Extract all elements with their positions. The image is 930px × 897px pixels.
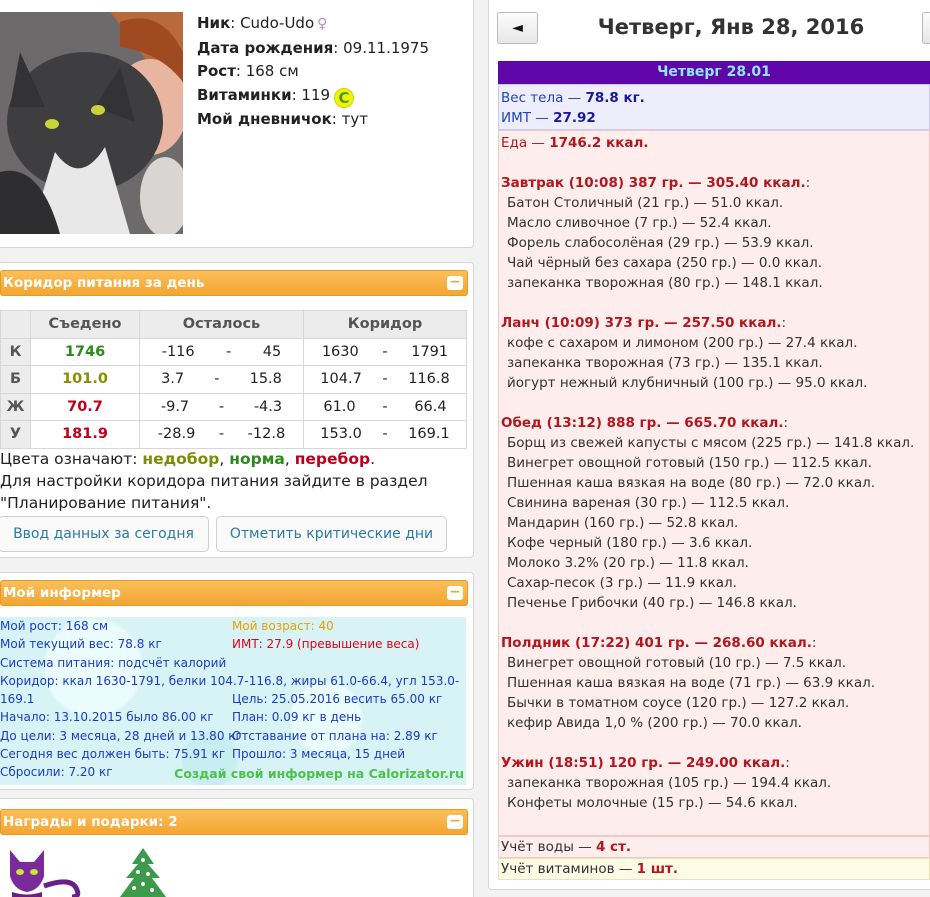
legend-over: перебор bbox=[294, 450, 371, 468]
list-item: Чай чёрный без сахара (250 гр.) — 0.0 ккал. bbox=[507, 255, 823, 271]
list-item: Бычки в томатном соусе (120 гр.) — 127.2 ккал. bbox=[507, 695, 850, 711]
list-item: йогурт нежный клубничный (100 гр.) — 95.0 ккал. bbox=[507, 375, 868, 391]
water-value: 4 ст. bbox=[595, 839, 632, 855]
list-item: Пшенная каша вязкая на воде (80 гр.) — 72.0 ккал. bbox=[507, 475, 876, 491]
height-row: Рост: 168 см bbox=[197, 62, 299, 80]
corridor-to: 116.8 bbox=[408, 371, 450, 388]
meal-title[interactable]: Завтрак (10:08) 387 гр. — 305.40 ккал. bbox=[501, 175, 806, 191]
diary-label: Мой дневничок bbox=[197, 109, 332, 128]
nick-label: Ник bbox=[197, 14, 231, 32]
avatar[interactable] bbox=[0, 12, 183, 234]
height-label: Рост bbox=[197, 62, 236, 80]
diary-date-title: Четверг, Янв 28, 2016 bbox=[597, 15, 865, 39]
bmi-value: 27.92 bbox=[553, 110, 596, 126]
list-item: Кофе черный (180 гр.) — 3.6 ккал. bbox=[507, 535, 753, 551]
meal-header bbox=[501, 173, 927, 193]
meal-lunch bbox=[501, 313, 927, 393]
christmas-tree-award-icon[interactable] bbox=[114, 846, 172, 897]
dash: - bbox=[218, 398, 225, 415]
vitamins-value: 119 bbox=[301, 85, 331, 104]
awards-title: Награды и подарки: 2 bbox=[3, 814, 178, 830]
informer-bmi: ИМТ: 27.9 (превышение веса) bbox=[232, 637, 420, 652]
birth-value: 09.11.1975 bbox=[343, 38, 430, 57]
bmi-label: ИМТ — bbox=[501, 110, 554, 126]
vitamins-row: Витаминки: 119 C bbox=[197, 84, 429, 108]
colon: : bbox=[811, 635, 817, 651]
list-item: Масло сливочное (7 гр.) — 52.4 ккал. bbox=[507, 215, 772, 231]
list-item: Форель слабосолёная (29 гр.) — 53.9 ккал. bbox=[507, 235, 814, 251]
dash: - bbox=[382, 343, 388, 360]
planning-note: Для настройки коридора питания зайдите в раздел "Планирование питания". bbox=[0, 472, 428, 512]
table-row bbox=[1, 421, 467, 449]
colon: : bbox=[805, 175, 811, 191]
legend-line bbox=[0, 448, 470, 470]
eaten-value: 1746 bbox=[31, 338, 140, 366]
corridor-from: 153.0 bbox=[320, 426, 362, 443]
list-item: Борщ из свежей капусты с мясом (225 гр.) — 141.8 ккал. bbox=[507, 435, 915, 451]
table-row bbox=[1, 366, 467, 394]
remaining-to: -12.8 bbox=[247, 426, 286, 443]
legend-prefix: Цвета означают: bbox=[0, 450, 143, 468]
next-day-button[interactable] bbox=[922, 12, 930, 44]
prev-day-button[interactable]: ◄ bbox=[497, 12, 538, 44]
meal-header bbox=[501, 753, 927, 773]
remaining-from: -116 bbox=[161, 343, 195, 360]
corridor-to: 66.4 bbox=[414, 398, 447, 415]
dash: - bbox=[382, 371, 388, 388]
corridor-cell bbox=[304, 366, 467, 394]
meal-title[interactable]: Ужин (18:51) 120 гр. — 249.00 ккал. bbox=[501, 755, 786, 771]
corridor-cell bbox=[304, 421, 467, 449]
legend-under: недобор bbox=[142, 450, 220, 468]
diary-row: Мой дневничок: тут bbox=[197, 109, 368, 128]
informer-collapse-icon[interactable]: − bbox=[447, 586, 463, 600]
list-item: Пшенная каша вязкая на воде (71 гр.) — 63.9 ккал. bbox=[507, 675, 876, 691]
corridor-title: Коридор питания за день bbox=[3, 275, 205, 291]
legend-end: . bbox=[370, 450, 376, 468]
enter-today-button[interactable]: Ввод данных за сегодня bbox=[0, 516, 209, 552]
colon: : bbox=[785, 755, 790, 771]
day-bar[interactable]: Четверг 28.01 bbox=[498, 61, 930, 84]
profile-info bbox=[197, 12, 429, 131]
informer-line: Мой рост: 168 см bbox=[0, 619, 109, 633]
informer-line: Система питания: подсчёт калорий bbox=[0, 655, 227, 670]
list-item: Мандарин (160 гр.) — 52.8 ккал. bbox=[507, 515, 739, 531]
row-label: Ж bbox=[1, 393, 31, 421]
remaining-cell bbox=[140, 393, 304, 421]
dash: - bbox=[214, 371, 220, 388]
nick-value[interactable]: Cudo-Udo bbox=[240, 14, 315, 32]
meal-title[interactable]: Обед (13:12) 888 гр. — 665.70 ккал. bbox=[501, 415, 784, 431]
mark-critical-days-button[interactable]: Отметить критические дни bbox=[216, 516, 447, 552]
list-item: Винегрет овощной готовый (150 гр.) — 112.5 ккал. bbox=[507, 455, 872, 471]
informer-right-column bbox=[232, 617, 442, 763]
birth-row: Дата рождения: 09.11.1975 bbox=[197, 38, 430, 57]
list-item: запеканка творожная (80 гр.) — 148.1 ккал. bbox=[507, 275, 823, 291]
header-eaten: Съедено bbox=[31, 311, 140, 339]
row-label: К bbox=[1, 338, 31, 366]
meal-supper bbox=[501, 753, 927, 813]
corridor-to: 169.1 bbox=[408, 426, 450, 443]
birth-label: Дата рождения bbox=[197, 38, 334, 57]
meal-header bbox=[501, 633, 927, 653]
remaining-to: -4.3 bbox=[253, 398, 283, 415]
legend-norm: норма bbox=[229, 450, 285, 468]
informer-line: Прошло: 3 месяца, 15 дней bbox=[232, 747, 406, 762]
remaining-to: 15.8 bbox=[249, 371, 282, 388]
diary-link[interactable]: тут bbox=[341, 109, 368, 128]
list-item: Молоко 3.2% (20 гр.) — 11.8 ккал. bbox=[507, 555, 749, 571]
corridor-from: 1630 bbox=[321, 343, 359, 360]
table-corner bbox=[1, 311, 31, 339]
dash: - bbox=[226, 343, 232, 360]
meal-title[interactable]: Полдник (17:22) 401 гр. — 268.60 ккал. bbox=[501, 635, 812, 651]
list-item: Печенье Грибочки (40 гр.) — 146.8 ккал. bbox=[507, 595, 797, 611]
color-legend bbox=[0, 448, 470, 514]
header-remaining: Осталось bbox=[140, 311, 304, 339]
list-item: запеканка творожная (73 гр.) — 135.1 ккал. bbox=[507, 355, 823, 371]
meal-snack bbox=[501, 633, 927, 733]
informer-line: Начало: 13.10.2015 было 86.00 кг bbox=[0, 710, 214, 725]
awards-header[interactable] bbox=[0, 809, 468, 835]
food-label: Еда — bbox=[501, 135, 550, 151]
corridor-cell bbox=[304, 338, 467, 366]
list-item: Свинина вареная (30 гр.) — 112.5 ккал. bbox=[507, 495, 790, 511]
informer-site-link[interactable]: Создай свой информер на Calorizator.ru bbox=[174, 765, 464, 781]
list-item: Батон Столичный (21 гр.) — 51.0 ккал. bbox=[507, 195, 784, 211]
meal-header bbox=[501, 313, 927, 333]
eaten-value: 181.9 bbox=[31, 421, 140, 449]
corridor-table bbox=[0, 310, 467, 449]
informer-widget[interactable] bbox=[0, 617, 466, 785]
corridor-header[interactable] bbox=[0, 270, 468, 296]
informer-line: Отставание от плана на: 2.89 кг bbox=[232, 728, 438, 743]
weight-box bbox=[498, 84, 930, 130]
weight-value: 78.8 кг. bbox=[585, 90, 645, 106]
list-item: запеканка творожная (105 гр.) — 194.4 ккал. bbox=[507, 775, 832, 791]
list-item: кефир Авида 1,0 % (200 гр.) — 70.0 ккал. bbox=[507, 715, 802, 731]
awards-collapse-icon[interactable]: − bbox=[447, 815, 463, 829]
informer-line: Цель: 25.05.2016 весить 65.00 кг bbox=[232, 692, 443, 707]
corridor-cell bbox=[304, 393, 467, 421]
purple-cat-award-icon[interactable] bbox=[2, 846, 82, 897]
dash: - bbox=[218, 426, 225, 443]
list-item: кофе с сахаром и лимоном (200 гр.) — 27.4 ккал. bbox=[507, 335, 858, 351]
informer-header[interactable] bbox=[0, 580, 468, 606]
meal-header bbox=[501, 413, 927, 433]
table-header-row bbox=[1, 311, 467, 339]
table-row bbox=[1, 393, 467, 421]
bmi-line bbox=[501, 108, 927, 128]
corridor-collapse-icon[interactable]: − bbox=[447, 276, 463, 290]
informer-line: До цели: 3 месяца, 28 дней и 13.80 кг bbox=[0, 728, 242, 743]
informer-spacer bbox=[232, 672, 442, 690]
legend-sep: , bbox=[284, 450, 295, 468]
remaining-cell bbox=[140, 366, 304, 394]
row-label: У bbox=[1, 421, 31, 449]
colon: : bbox=[783, 415, 789, 431]
female-icon: ♀ bbox=[317, 16, 328, 32]
vitamin-c-icon[interactable]: C bbox=[334, 88, 354, 108]
water-tracker[interactable] bbox=[498, 836, 930, 858]
remaining-cell bbox=[140, 338, 304, 366]
dash: - bbox=[382, 426, 388, 443]
row-label: Б bbox=[1, 366, 31, 394]
weight-line bbox=[501, 88, 927, 108]
vitamins-label: Витаминки bbox=[197, 85, 292, 104]
informer-line: Сегодня вес должен быть: 75.91 кг bbox=[0, 747, 226, 762]
list-item: Сахар-песок (3 гр.) — 11.9 ккал. bbox=[507, 575, 737, 591]
table-row bbox=[1, 338, 467, 366]
height-value: 168 см bbox=[245, 62, 299, 80]
meal-breakfast bbox=[501, 173, 927, 293]
remaining-from: 3.7 bbox=[161, 371, 185, 388]
list-item: Винегрет овощной готовый (10 гр.) — 7.5 ккал. bbox=[507, 655, 847, 671]
remaining-cell bbox=[140, 421, 304, 449]
remaining-to: 45 bbox=[262, 343, 282, 360]
food-total-value: 1746.2 ккал. bbox=[549, 135, 649, 151]
header-corridor: Коридор bbox=[304, 311, 467, 339]
eaten-value: 70.7 bbox=[31, 393, 140, 421]
nick-row: Ник: Cudo-Udo ♀ bbox=[197, 12, 429, 37]
list-item: Конфеты молочные (15 гр.) — 54.6 ккал. bbox=[507, 795, 798, 811]
informer-line: Сбросили: 7.20 кг bbox=[0, 765, 113, 780]
water-label: Учёт воды — bbox=[501, 839, 596, 855]
vitamin-value: 1 шт. bbox=[636, 861, 679, 877]
eaten-value: 101.0 bbox=[31, 366, 140, 394]
legend-sep: , bbox=[219, 450, 230, 468]
remaining-from: -28.9 bbox=[157, 426, 196, 443]
vitamin-tracker[interactable] bbox=[498, 858, 930, 880]
informer-line: План: 0.09 кг в день bbox=[232, 710, 362, 725]
dash: - bbox=[382, 398, 388, 415]
informer-age: Мой возраст: 40 bbox=[232, 619, 334, 633]
corridor-to: 1791 bbox=[411, 343, 449, 360]
informer-title: Мой информер bbox=[3, 585, 121, 601]
informer-spacer bbox=[232, 654, 442, 672]
food-box bbox=[498, 130, 930, 836]
vitamin-label: Учёт витаминов — bbox=[501, 861, 637, 877]
weight-label: Вес тела — bbox=[501, 90, 586, 106]
food-total-line bbox=[501, 133, 927, 153]
corridor-from: 61.0 bbox=[323, 398, 356, 415]
informer-line: Коридор: ккал 1630-1791, белки 104.7-116.8, жиры 61.0-66.4, угл 153.0-169.1 bbox=[0, 673, 460, 707]
colon: : bbox=[781, 315, 787, 331]
meal-dinner bbox=[501, 413, 927, 613]
informer-line: Мой текущий вес: 78.8 кг bbox=[0, 637, 162, 652]
corridor-from: 104.7 bbox=[320, 371, 362, 388]
meal-title[interactable]: Ланч (10:09) 373 гр. — 257.50 ккал. bbox=[501, 315, 782, 331]
remaining-from: -9.7 bbox=[160, 398, 190, 415]
